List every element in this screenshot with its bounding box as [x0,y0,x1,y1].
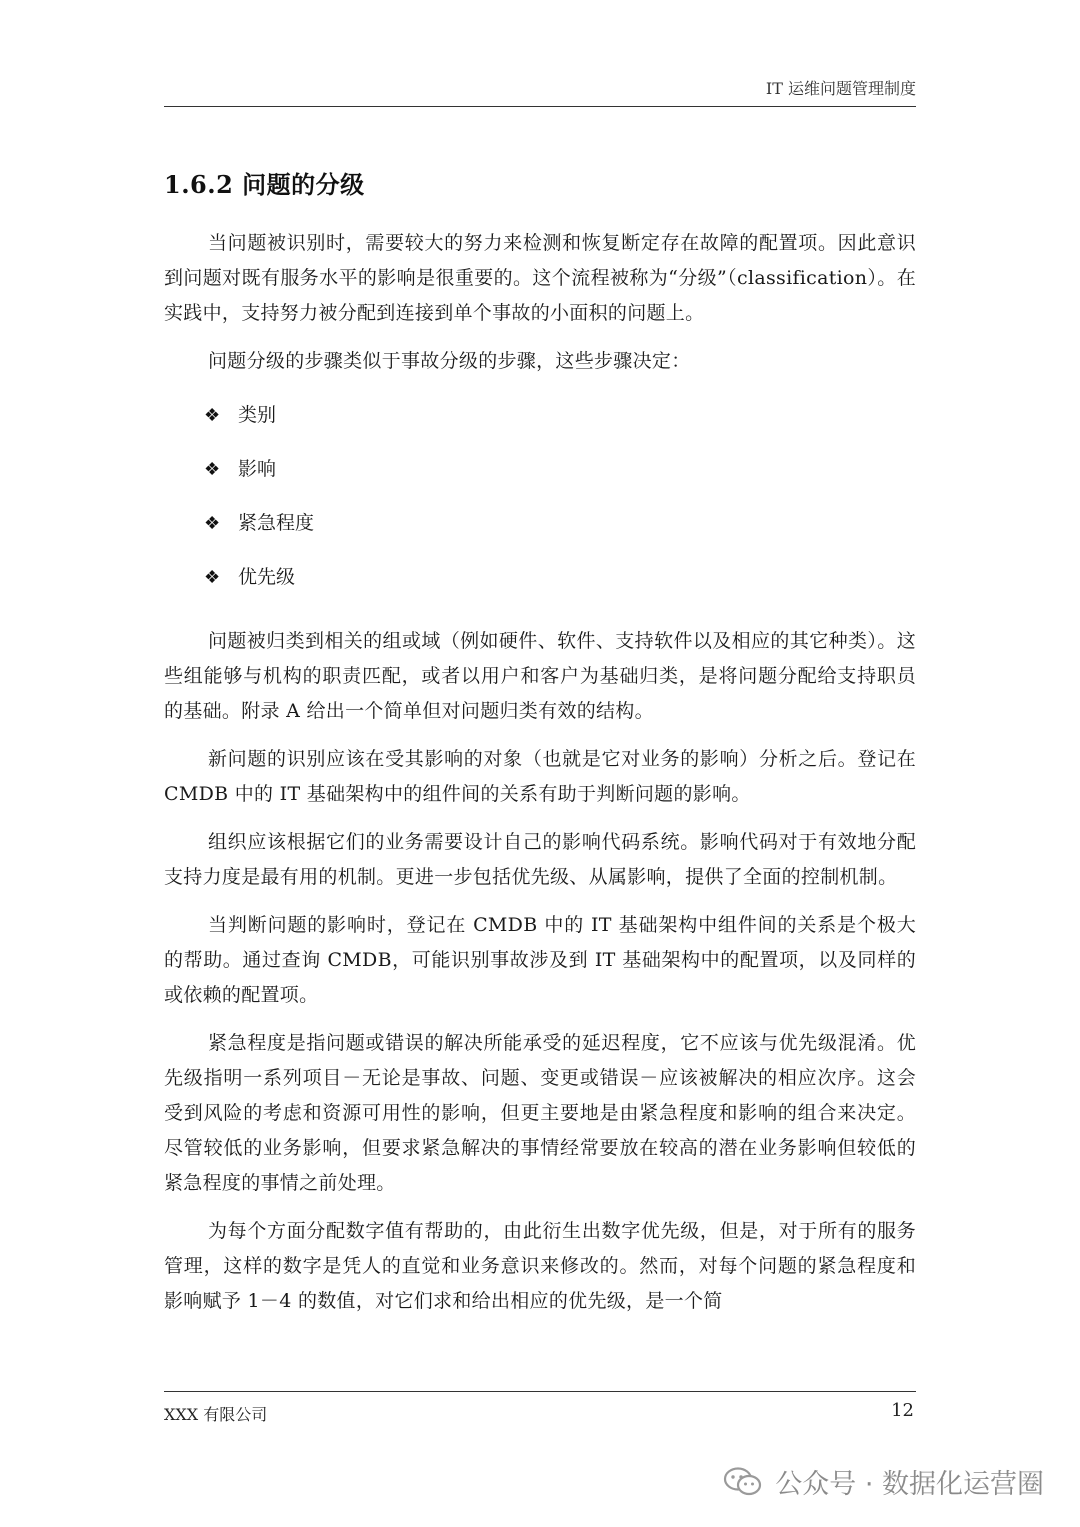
paragraph: 问题分级的步骤类似于事故分级的步骤，这些步骤决定： [208,350,691,372]
paragraph: 当判断问题的影响时，登记在 CMDB 中的 IT 基础架构中组件间的关系是个极大的帮助。通过查询 CMDB，可能识别事故涉及到 IT 基础架构中的配置项，以及同样的或依赖的配置项。 [164,914,916,1006]
list-item [164,506,916,560]
list-item-label: 紧急程度 [238,512,315,534]
diamond-bullet-icon: ❖ [204,459,221,480]
paragraph: 为每个方面分配数字值有帮助的，由此衍生出数字优先级，但是，对于所有的服务管理，这样的数字是凭人的直觉和业务意识来修改的。然而，对每个问题的紧急程度和影响赋予 1－4 的数值，对它们求和给出相应的优先级，是一个简 [164,1220,916,1312]
diamond-bullet-icon: ❖ [204,405,221,426]
paragraph: 当问题被识别时，需要较大的努力来检测和恢复断定存在故障的配置项。因此意识到问题对既有服务水平的影响是很重要的。这个流程被称为“分级”（classification）。在实践中，支持努力被分配到连接到单个事故的小面积的问题上。 [164,232,916,324]
diamond-bullet-icon: ❖ [204,513,221,534]
document-body [164,226,916,1332]
footer-company: XXX 有限公司 [164,1405,268,1424]
page-number: 12 [891,1400,914,1421]
watermark-text: 公众号 · 数据化运营圈 [775,1469,1044,1500]
list-item [164,452,916,506]
wechat-icon [723,1467,763,1497]
diamond-bullet-icon: ❖ [204,567,221,588]
bullet-list [164,398,916,614]
list-item-label: 优先级 [238,566,296,588]
paragraph: 组织应该根据它们的业务需要设计自己的影响代码系统。影响代码对于有效地分配支持力度是最有用的机制。更进一步包括优先级、从属影响，提供了全面的控制机制。 [164,831,916,888]
paragraph: 问题被归类到相关的组或域（例如硬件、软件、支持软件以及相应的其它种类）。这些组能够与机构的职责匹配，或者以用户和客户为基础归类，是将问题分配给支持职员的基础。附录 A 给出一个简单但对问题归类有效的结构。 [164,630,916,722]
watermark [723,1462,1044,1501]
list-item-label: 影响 [238,458,277,480]
list-item [164,398,916,452]
section-heading: 1.6.2 问题的分级 [164,170,365,199]
header-title: IT 运维问题管理制度 [765,79,916,98]
paragraph: 新问题的识别应该在受其影响的对象（也就是它对业务的影响）分析之后。登记在 CMDB 中的 IT 基础架构中的组件间的关系有助于判断问题的影响。 [164,748,916,805]
footer-divider [164,1391,916,1392]
list-item [164,560,916,614]
list-item-label: 类别 [238,404,277,426]
paragraph: 紧急程度是指问题或错误的解决所能承受的延迟程度，它不应该与优先级混淆。优先级指明一系列项目－无论是事故、问题、变更或错误－应该被解决的相应次序。这会受到风险的考虑和资源可用性的影响，但更主要地是由紧急程度和影响的组合来决定。尽管较低的业务影响，但要求紧急解决的事情经常要放在较高的潜在业务影响但较低的紧急程度的事情之前处理。 [164,1032,916,1194]
header-divider [164,106,916,107]
